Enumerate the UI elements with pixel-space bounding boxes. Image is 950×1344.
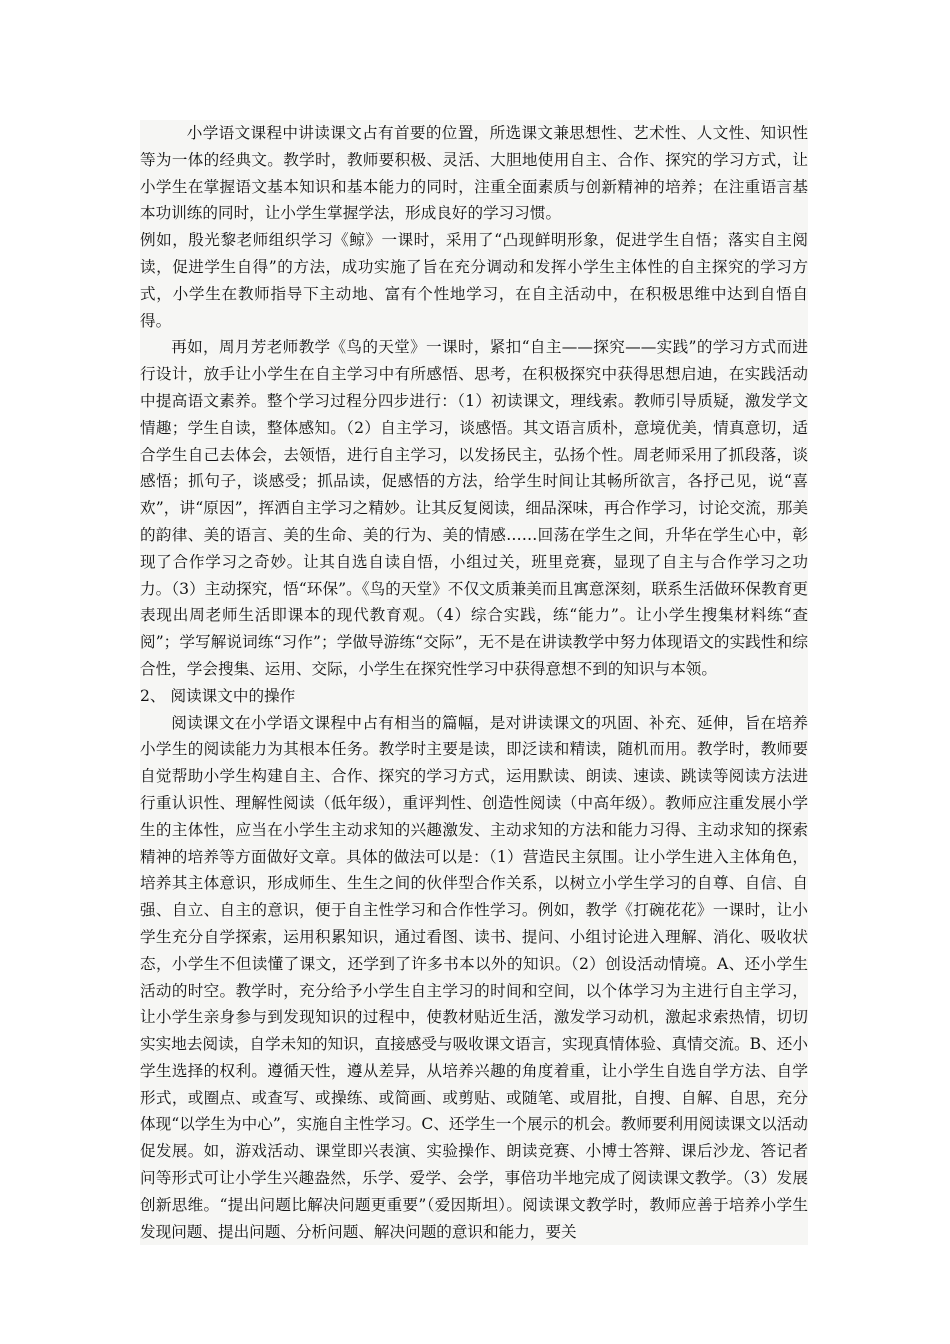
example-paragraph-birds-paradise: 再如，周月芳老师教学《鸟的天堂》一课时，紧扣“自主——探究——实践”的学习方式而进行设计，放手让小学生在自主学习中有所感悟、思考，在积极探究中获得思想启迪，在实践活动中提高语文素养。整个学习过程分四步进行：（1）初读课文，理线索。教师引导质疑，激发学文情趣；学生自读，整体感知。（2）自主学习，谈感悟。其文语言质朴，意境优美，情真意切，适合学生自己去体会，去领悟，进行自主学习，以发扬民主，弘扬个性。周老师采用了抓段落，谈感悟；抓句子，谈感受；抓品读，促感悟的方法，给学生时间让其畅所欲言，各抒己见，说“喜欢”，讲“原因”，挥洒自主学习之精妙。让其反复阅读，细品深味，再合作学习，讨论交流，那美的韵律、美的语言、美的生命、美的行为、美的情感……回荡在学生之间，升华在学生心中，彰现了合作学习之奇妙。让其自选自读自悟，小组过关，班里竞赛，显现了自主与合作学习之功力。（3）主动探究，悟“环保”。《鸟的天堂》不仅文质兼美而且寓意深刻，联系生活做环保教育更表现出周老师生活即课本的现代教育观。（4）综合实践，练“能力”。让小学生搜集材料练“查阅”；学写解说词练“习作”；学做导游练“交际”，无不是在讲读教学中努力体现语文的实践性和综合性，学会搜集、运用、交际，小学生在探究性学习中获得意想不到的知识与本领。 — [140, 338, 808, 678]
reading-paragraph: 阅读课文在小学语文课程中占有相当的篇幅，是对讲读课文的巩固、补充、延伸，旨在培养小学生的阅读能力为其根本任务。教学时主要是读，即泛读和精读，随机而用。教学时，教师要自觉帮助小学生构建自主、合作、探究的学习方式，运用默读、朗读、速读、跳读等阅读方法进行重认识性、理解性阅读（低年级），重评判性、创造性阅读（中高年级）。教师应注重发展小学生的主体性，应当在小学生主动求知的兴趣激发、主动求知的方法和能力习得、主动求知的探索精神的培养等方面做好文章。具体的做法可以是：（1）营造民主氛围。让小学生进入主体角色，培养其主体意识，形成师生、生生之间的伙伴型合作关系，以树立小学生学习的自尊、自信、自强、自立、自主的意识，便于自主性学习和合作性学习。例如，教学《打碗花花》一课时，让小学生充分自学探索，运用积累知识，通过看图、读书、提问、小组讨论进入理解、消化、吸收状态，小学生不但读懂了课文，还学到了许多书本以外的知识。（2）创设活动情境。A、还小学生活动的时空。教学时，充分给予小学生自主学习的时间和空间，以个体学习为主进行自主学习，让小学生亲身参与到发现知识的过程中，使教材贴近生活，激发学习动机，激起求索热情，切切实实地去阅读，自学未知的知识，直接感受与吸收课文语言，实现真情体验、真情交流。B、还小学生选择的权利。遵循天性，遵从差异，从培养兴趣的角度着重，让小学生自选自学方法、自学形式，或圈点、或查写、或操练、或简画、或剪贴、或随笔、或眉批，自搜、自解、自思，充分体现“以学生为中心”，实施自主性学习。C、还学生一个展示的机会。教师要利用阅读课文以活动促发展。如，游戏活动、课堂即兴表演、实验操作、朗读竞赛、小博士答辩、课后沙龙、答记者问等形式可让小学生兴趣盎然，乐学、爱学、会学，事倍功半地完成了阅读课文教学。（3）发展创新思维。“提出问题比解决问题更重要”（爱因斯坦）。阅读课文教学时，教师应善于培养小学生发现问题、提出问题、分析问题、解决问题的意识和能力，要关 — [140, 713, 808, 1241]
example-paragraph-whale: 例如，殷光黎老师组织学习《鲸》一课时，采用了“凸现鲜明形象，促进学生自悟；落实自主阅读，促进学生自得”的方法，成功实施了旨在充分调动和发挥小学生主体性的自主探究的学习方式，小学生在教师指导下主动地、富有个性地学习，在自主活动中，在积极思维中达到自悟自得。 — [140, 231, 808, 330]
document-body — [140, 120, 808, 1245]
section-heading-reading: 2、 阅读课文中的操作 — [140, 686, 296, 705]
intro-paragraph: 小学语文课程中讲读课文占有首要的位置，所选课文兼思想性、艺术性、人文性、知识性等为一体的经典文。教学时，教师要积极、灵活、大胆地使用自主、合作、探究的学习方式，让小学生在掌握语文基本知识和基本能力的同时，注重全面素质与创新精神的培养；在注重语言基本功训练的同时，让小学生掌握学法，形成良好的学习习惯。 — [140, 124, 808, 223]
